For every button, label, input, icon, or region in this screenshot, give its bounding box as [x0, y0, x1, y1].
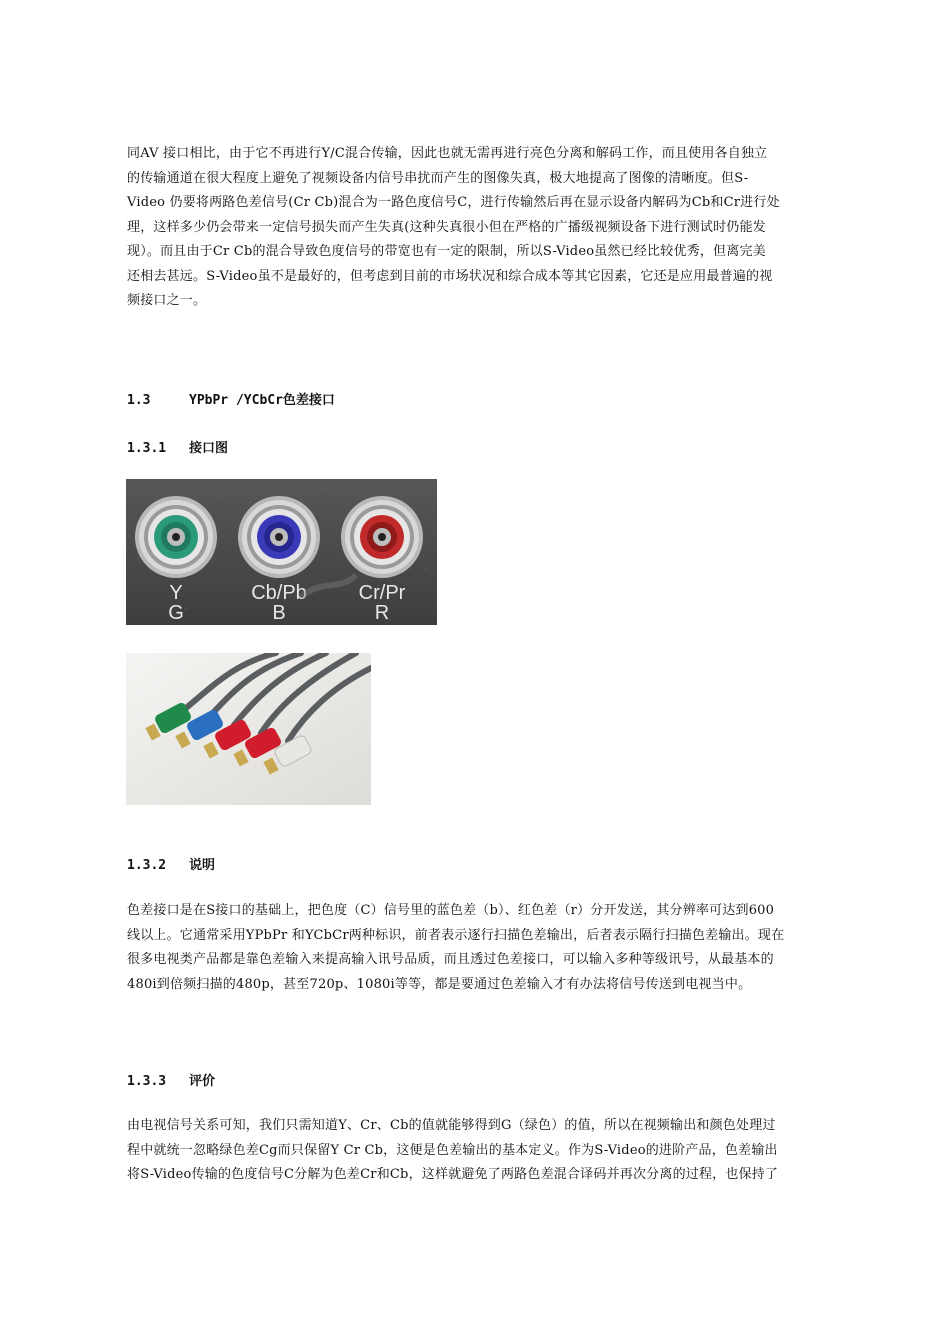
component-cable-photo	[126, 653, 371, 805]
component-connector-panel-image	[126, 479, 437, 625]
paragraph-svideo-comparison	[127, 142, 835, 314]
section-title: 接口图	[189, 441, 229, 456]
jack-label-bottom: B	[272, 602, 286, 624]
section-title: YPbPr /YCbCr色差接口	[189, 393, 335, 408]
text-line: 由电视信号关系可知，我们只需知道Y、Cr、Cb的值就能够得到G（绿色）的值，所以在视频输出和颜色处理过	[127, 1118, 776, 1133]
connector-panel-graphic	[126, 479, 437, 625]
section-number: 1.3.3	[127, 1074, 167, 1089]
section-heading-1-3-1	[127, 437, 228, 456]
section-number: 1.3.1	[127, 441, 167, 456]
text-line: 将S-Video传输的色度信号C分解为色差Cr和Cb，这样就避免了两路色差混合译码并再次分离的过程，也保持了	[127, 1167, 779, 1182]
jack-label-top: Cb/Pb	[251, 582, 307, 604]
text-line: Video 仍要将两路色差信号(Cr Cb)混合为一路色度信号C，进行传输然后再在显示设备内解码为Cb和Cr进行处	[127, 195, 780, 210]
text-line: 频接口之一。	[127, 293, 207, 308]
text-line: 程中就统一忽略绿色差Cg而只保留Y Cr Cb，这便是色差输出的基本定义。作为S-Video的进阶产品，色差输出	[127, 1142, 778, 1158]
text-line: 480i到倍频扫描的480p，甚至720p、1080i等等，都是要通过色差输入才有办法将信号传送到电视当中。	[127, 976, 752, 992]
paragraph-color-difference-description	[127, 899, 835, 997]
jack-pr-red	[341, 496, 423, 578]
jack-label-bottom: R	[374, 602, 390, 624]
paragraph-evaluation	[127, 1114, 835, 1188]
jack-label-top: Cr/Pr	[358, 582, 406, 604]
section-title: 说明	[189, 858, 216, 873]
section-title: 评价	[189, 1074, 216, 1089]
text-line: 线以上。它通常采用YPbPr 和YCbCr两种标识，前者表示逐行扫描色差输出，后者表示隔行扫描色差输出。现在	[127, 927, 785, 943]
text-line: 的传输通道在很大程度上避免了视频设备内信号串扰而产生的图像失真，极大地提高了图像的清晰度。但S-	[127, 170, 749, 186]
section-heading-1-3-3	[127, 1070, 215, 1089]
text-line: 很多电视类产品都是靠色差输入来提高输入讯号品质，而且透过色差接口，可以输入多种等级讯号，从最基本的	[127, 952, 774, 967]
jack-label-top: Y	[169, 582, 183, 604]
section-heading-1-3-2	[127, 854, 215, 873]
jack-y-green	[135, 496, 217, 578]
text-line: 色差接口是在S接口的基础上，把色度（C）信号里的蓝色差（b）、红色差（r）分开发送，其分辨率可达到600	[127, 903, 775, 918]
section-number: 1.3	[127, 393, 151, 408]
jack-label-bottom: G	[168, 602, 184, 624]
cable-photo-graphic	[126, 653, 371, 805]
text-line: 现）。而且由于Cr Cb的混合导致色度信号的带宽也有一定的限制，所以S-Video虽然已经比较优秀，但离完美	[127, 244, 766, 259]
section-heading-1-3	[127, 389, 335, 408]
text-line: 理，这样多少仍会带来一定信号损失而产生失真(这种失真很小但在严格的广播级视频设备下进行测试时仍能发	[127, 219, 766, 235]
text-line: 还相去甚远。S-Video虽不是最好的，但考虑到目前的市场状况和综合成本等其它因素，它还是应用最普遍的视	[127, 268, 773, 284]
text-line: 同AV 接口相比，由于它不再进行Y/C混合传输，因此也就无需再进行亮色分离和解码工作，而且使用各自独立	[127, 146, 768, 161]
jack-pb-blue	[238, 496, 320, 578]
section-number: 1.3.2	[127, 858, 167, 873]
